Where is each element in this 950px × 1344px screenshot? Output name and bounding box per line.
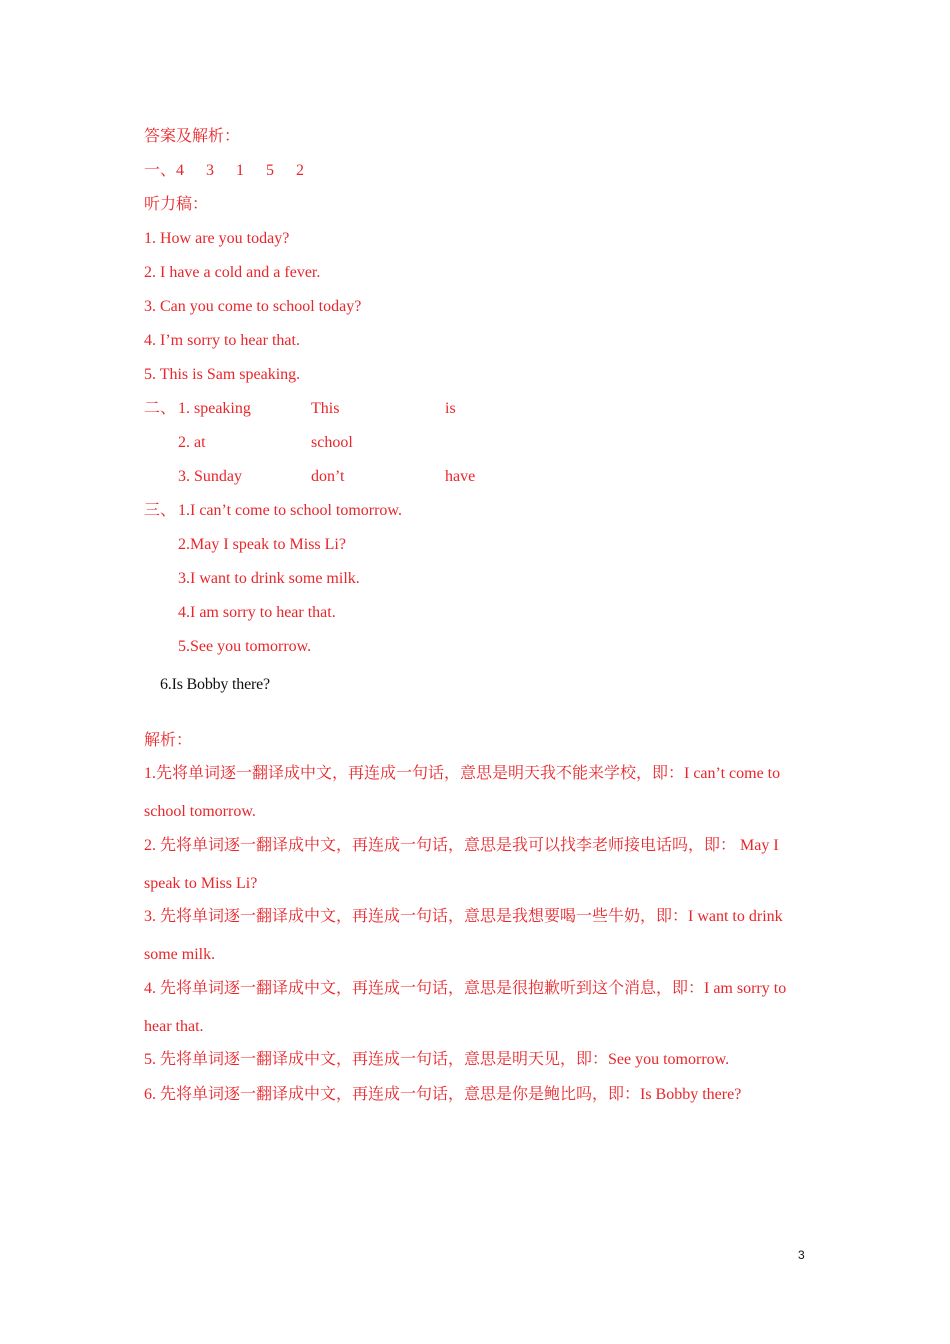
script-title: 听力稿： [144, 196, 209, 213]
analysis-line: 4. 先将单词逐一翻译成中文，再连成一句话，意思是很抱歉听到这个消息，即：I am sorry to [144, 980, 787, 997]
part1-answers [144, 161, 326, 181]
part1-prefix: 一、 [144, 162, 177, 179]
part2-cell: don’t [311, 468, 345, 485]
part2-cell: is [445, 400, 456, 417]
analysis-line: 6. 先将单词逐一翻译成中文，再连成一句话，意思是你是鲍比吗，即：Is Bobby there? [144, 1086, 742, 1103]
part2-cell: This [311, 400, 340, 417]
analysis-title: 解析： [144, 732, 193, 749]
script-line: 4. I’m sorry to hear that. [144, 332, 300, 349]
part3-sentence: 1.I can’t come to school tomorrow. [178, 502, 402, 519]
analysis-line: school tomorrow. [144, 803, 256, 820]
part2-cell: school [311, 434, 353, 451]
page-number: 3 [798, 1248, 805, 1262]
part2-prefix: 二、 [144, 400, 177, 417]
part3-sentence: 2.May I speak to Miss Li? [178, 536, 346, 553]
part3-sentence: 4.I am sorry to hear that. [178, 604, 336, 621]
part2-cell: 2. at [178, 434, 206, 451]
script-line: 3. Can you come to school today? [144, 298, 362, 315]
section-header: 答案及解析： [144, 128, 241, 145]
analysis-line: some milk. [144, 946, 216, 963]
part2-cell: have [445, 468, 476, 485]
script-line: 2. I have a cold and a fever. [144, 264, 321, 281]
analysis-line: hear that. [144, 1018, 204, 1035]
answer-item: 4 [176, 162, 185, 179]
part3-extra-sentence: 6.Is Bobby there? [160, 676, 270, 693]
part2-cell: 3. Sunday [178, 468, 242, 485]
part3-prefix: 三、 [144, 502, 177, 519]
analysis-line: speak to Miss Li? [144, 875, 258, 892]
part3-sentence: 3.I want to drink some milk. [178, 570, 360, 587]
script-line: 1. How are you today? [144, 230, 290, 247]
answer-item: 1 [236, 162, 245, 179]
script-line: 5. This is Sam speaking. [144, 366, 301, 383]
part2-cell: 1. speaking [178, 400, 251, 417]
analysis-line: 1.先将单词逐一翻译成中文，再连成一句话，意思是明天我不能来学校，即：I can’t come to [144, 765, 781, 782]
answer-item: 3 [206, 162, 215, 179]
analysis-line: 3. 先将单词逐一翻译成中文，再连成一句话，意思是我想要喝一些牛奶，即：I want to drink [144, 908, 783, 925]
answer-item: 2 [296, 162, 305, 179]
analysis-line: 2. 先将单词逐一翻译成中文，再连成一句话，意思是我可以找李老师接电话吗，即： May I [144, 837, 779, 854]
analysis-line: 5. 先将单词逐一翻译成中文，再连成一句话，意思是明天见，即：See you tomorrow. [144, 1051, 730, 1068]
answer-item: 5 [266, 162, 275, 179]
part3-sentence: 5.See you tomorrow. [178, 638, 312, 655]
